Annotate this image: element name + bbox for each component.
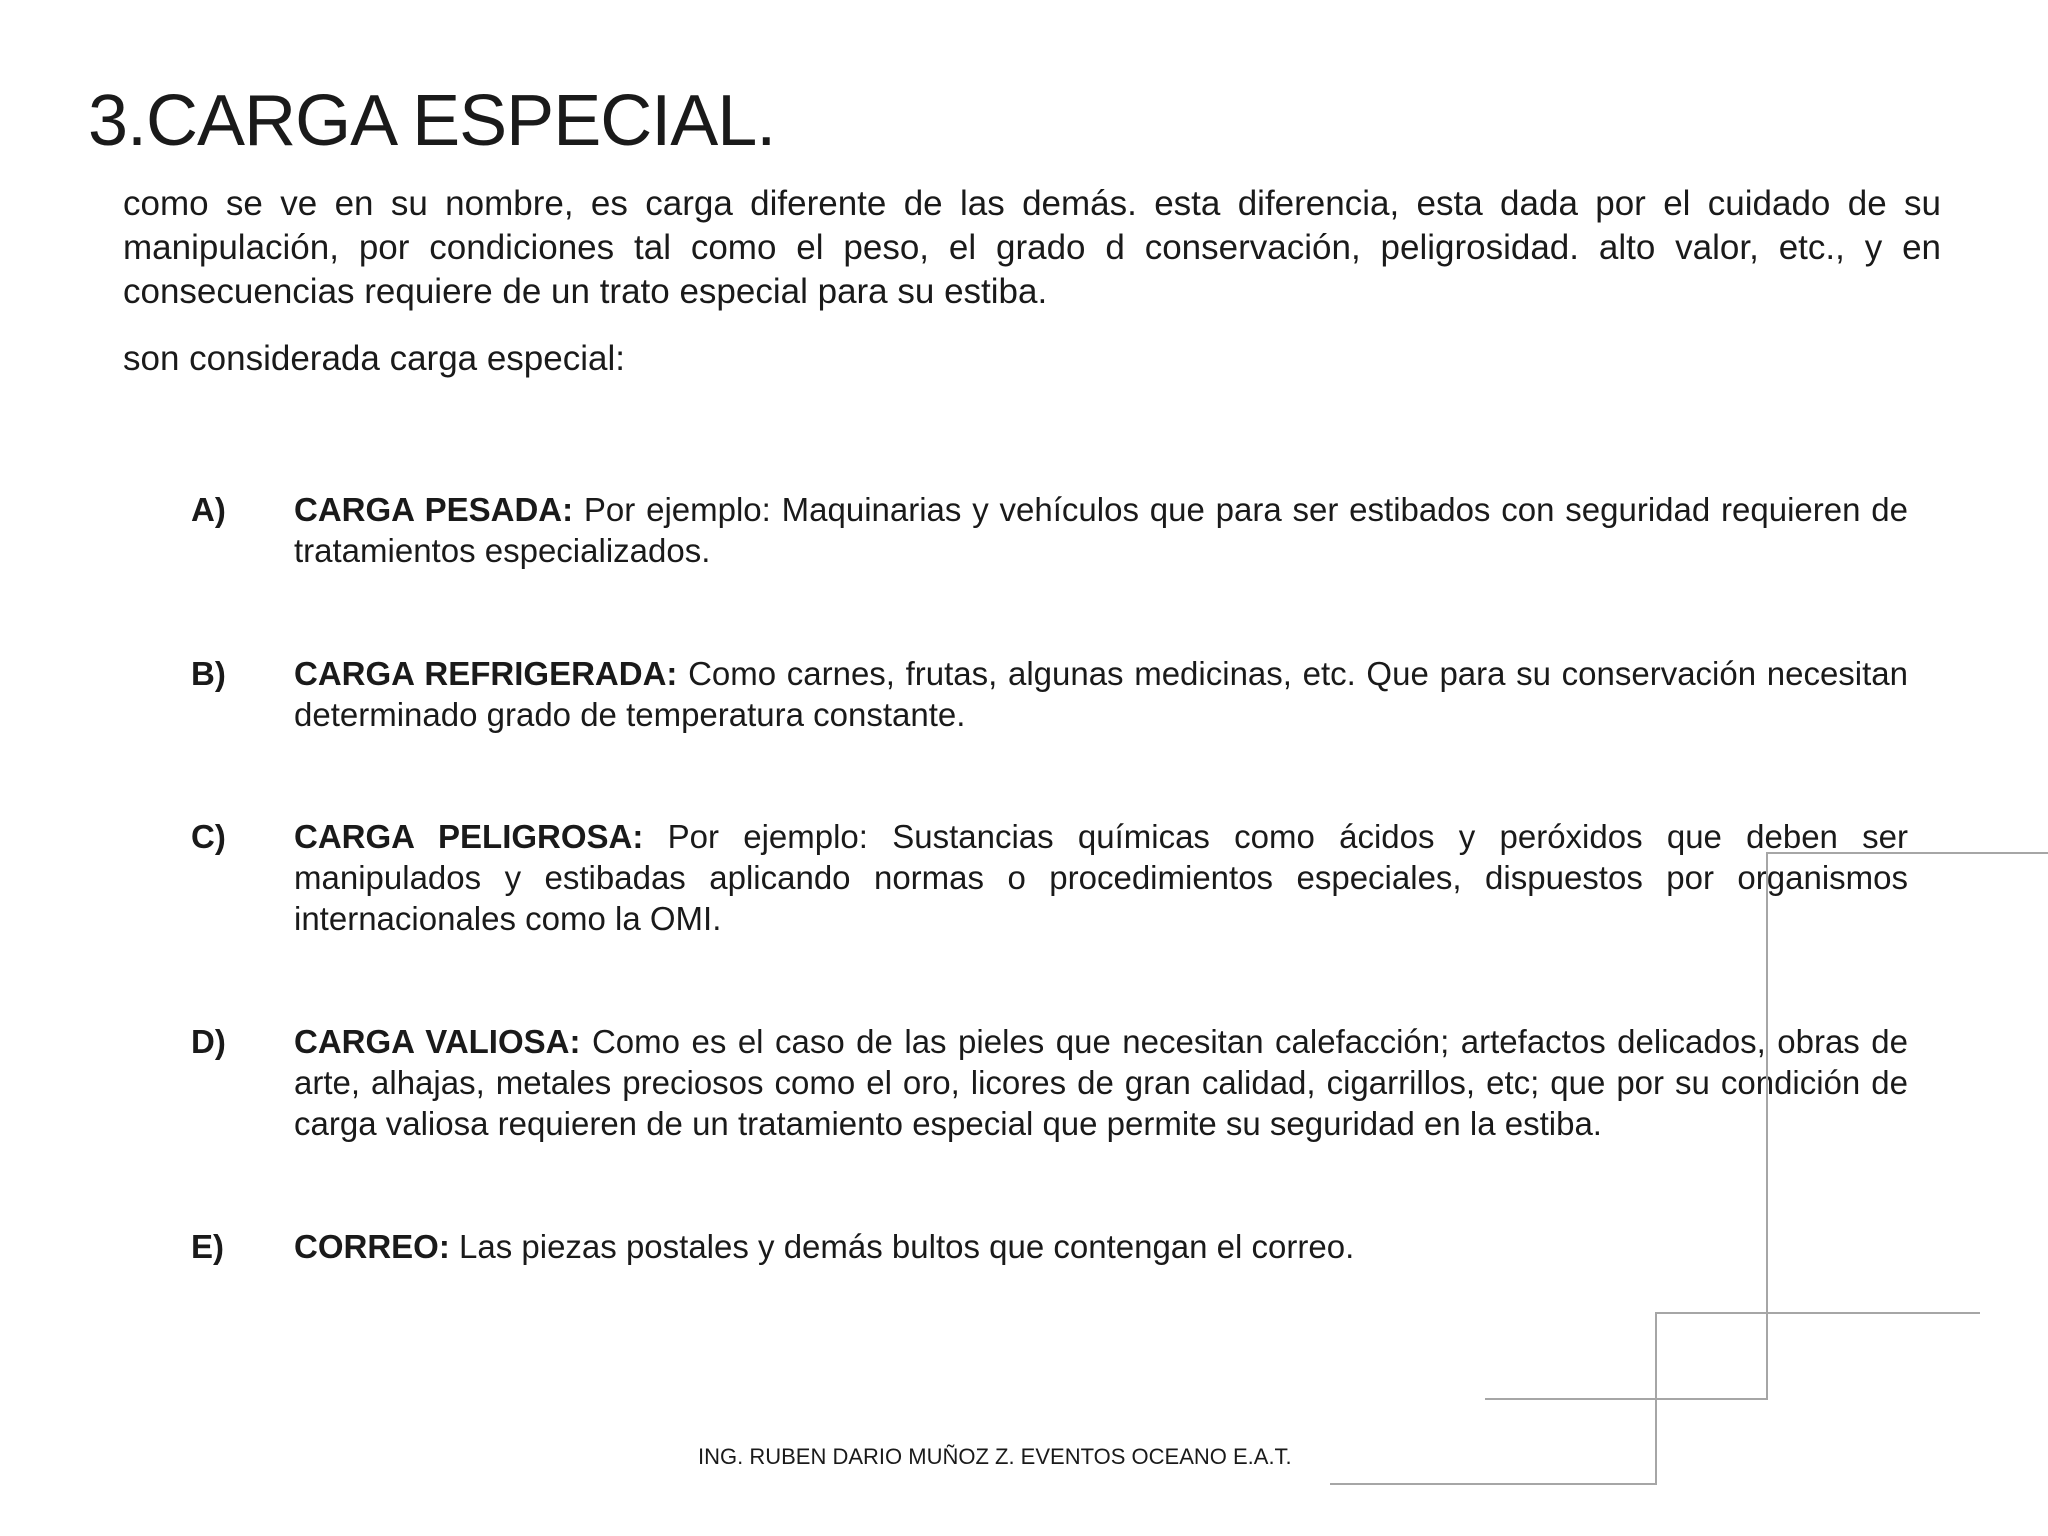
list-item-b xyxy=(191,653,1908,735)
list-item-heading: CARGA REFRIGERADA: xyxy=(294,655,678,692)
list-item-body xyxy=(294,489,1908,571)
intro-paragraph: como se ve en su nombre, es carga diferente de las demás. esta diferencia, esta dada por el cuidado de su manipulación, por condiciones tal como el peso, el grado d conservación, peligrosidad. alto valor, etc., y en consecuencias requiere de un trato especial para su estiba. xyxy=(123,184,1941,311)
list-item-text: Por ejemplo: Sustancias químicas como ácidos y peróxidos que deben ser manipulados y estibadas aplicando normas o procedimientos especiales, dispuestos por organismos internacionales como la OMI. xyxy=(294,818,1908,937)
list-item-letter: A) xyxy=(191,491,226,528)
list-item-letter: E) xyxy=(191,1228,224,1265)
deco-line-lower xyxy=(1330,1313,1980,1484)
list-item-body xyxy=(294,1021,1908,1144)
list-item-heading: CARGA VALIOSA: xyxy=(294,1023,581,1060)
list-item-a xyxy=(191,489,1908,571)
list-item-letter: B) xyxy=(191,655,226,692)
list-intro: son considerada carga especial: xyxy=(123,339,625,378)
list-item-heading: CORREO: xyxy=(294,1228,450,1265)
list-item-heading: CARGA PESADA: xyxy=(294,491,574,528)
list-item-text: Por ejemplo: Maquinarias y vehículos que para ser estibados con seguridad requieren de tratamientos especializados. xyxy=(294,491,1908,569)
list-item-text: Como carnes, frutas, algunas medicinas, etc. Que para su conservación necesitan determinado grado de temperatura constante. xyxy=(294,655,1909,733)
list-item-body xyxy=(294,653,1908,735)
page-title: 3.CARGA ESPECIAL. xyxy=(88,81,776,161)
list-item-text: Como es el caso de las pieles que necesitan calefacción; artefactos delicados, obras de arte, alhajas, metales preciosos como el oro, licores de gran calidad, cigarrillos, etc; que por su condición de carga valiosa requieren de un tratamiento especial que permite su seguridad en la estiba. xyxy=(294,1023,1908,1142)
list-item-text: Las piezas postales y demás bultos que contengan el correo. xyxy=(449,1228,1355,1265)
footer-credit: ING. RUBEN DARIO MUÑOZ Z. EVENTOS OCEANO E.A.T. xyxy=(698,1444,1292,1469)
list-item-letter: D) xyxy=(191,1023,226,1060)
list-item-body xyxy=(294,1226,1908,1267)
list-item-body xyxy=(294,816,1908,939)
list-item-heading: CARGA PELIGROSA: xyxy=(294,818,644,855)
list-item-e xyxy=(191,1226,1908,1267)
list-item-letter: C) xyxy=(191,818,226,855)
list-item-d xyxy=(191,1021,1908,1144)
list-item-c xyxy=(191,816,1908,939)
